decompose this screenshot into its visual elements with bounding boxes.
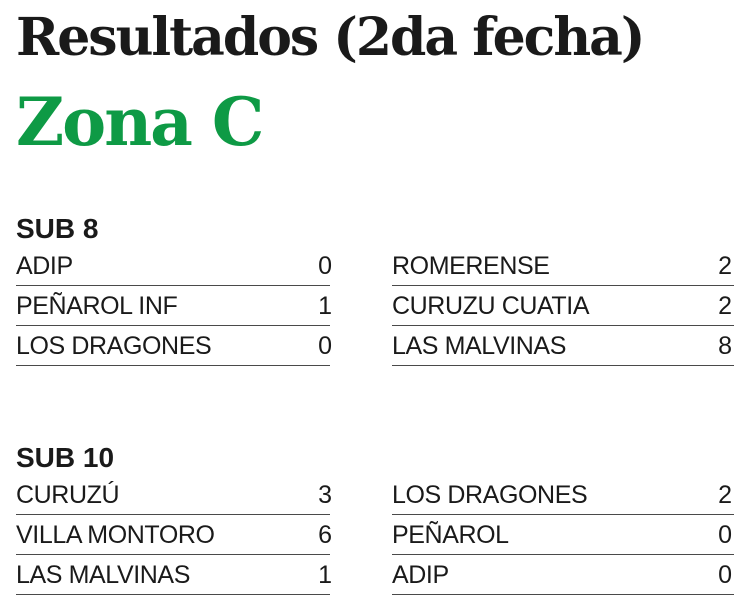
home-score: 6 xyxy=(318,521,332,549)
home-score: 1 xyxy=(318,292,332,320)
home-team: LAS MALVINAS xyxy=(16,561,190,589)
section-sub-8 xyxy=(16,212,734,366)
row-divider xyxy=(392,365,734,366)
home-score: 0 xyxy=(318,252,332,280)
section-sub-10 xyxy=(16,441,734,595)
away-score: 2 xyxy=(718,252,732,280)
home-team: PEÑAROL INF xyxy=(16,292,178,320)
section-heading: SUB 10 xyxy=(16,442,115,473)
zone-title: Zona C xyxy=(16,83,263,161)
row-divider xyxy=(16,365,330,366)
home-team: VILLA MONTORO xyxy=(16,521,215,549)
away-score: 2 xyxy=(718,292,732,320)
away-team: LOS DRAGONES xyxy=(392,481,588,509)
match-row xyxy=(16,246,734,286)
home-score: 1 xyxy=(318,561,332,589)
home-score: 0 xyxy=(318,332,332,360)
away-team: ROMERENSE xyxy=(392,252,550,280)
match-row xyxy=(16,555,734,595)
away-score: 0 xyxy=(718,561,732,589)
row-divider xyxy=(16,594,330,595)
match-row xyxy=(16,286,734,326)
away-team: LAS MALVINAS xyxy=(392,332,566,360)
away-score: 0 xyxy=(718,521,732,549)
home-score: 3 xyxy=(318,481,332,509)
page-title: Resultados (2da fecha) xyxy=(16,7,644,68)
away-team: PEÑAROL xyxy=(392,521,509,549)
home-team: LOS DRAGONES xyxy=(16,332,212,360)
home-team: ADIP xyxy=(16,252,73,280)
match-row xyxy=(16,475,734,515)
away-score: 2 xyxy=(718,481,732,509)
match-row xyxy=(16,515,734,555)
section-heading: SUB 8 xyxy=(16,213,99,244)
away-team: ADIP xyxy=(392,561,449,589)
home-team: CURUZÚ xyxy=(16,481,120,509)
away-team: CURUZU CUATIA xyxy=(392,292,590,320)
row-divider xyxy=(392,594,734,595)
match-row xyxy=(16,326,734,366)
away-score: 8 xyxy=(718,332,732,360)
